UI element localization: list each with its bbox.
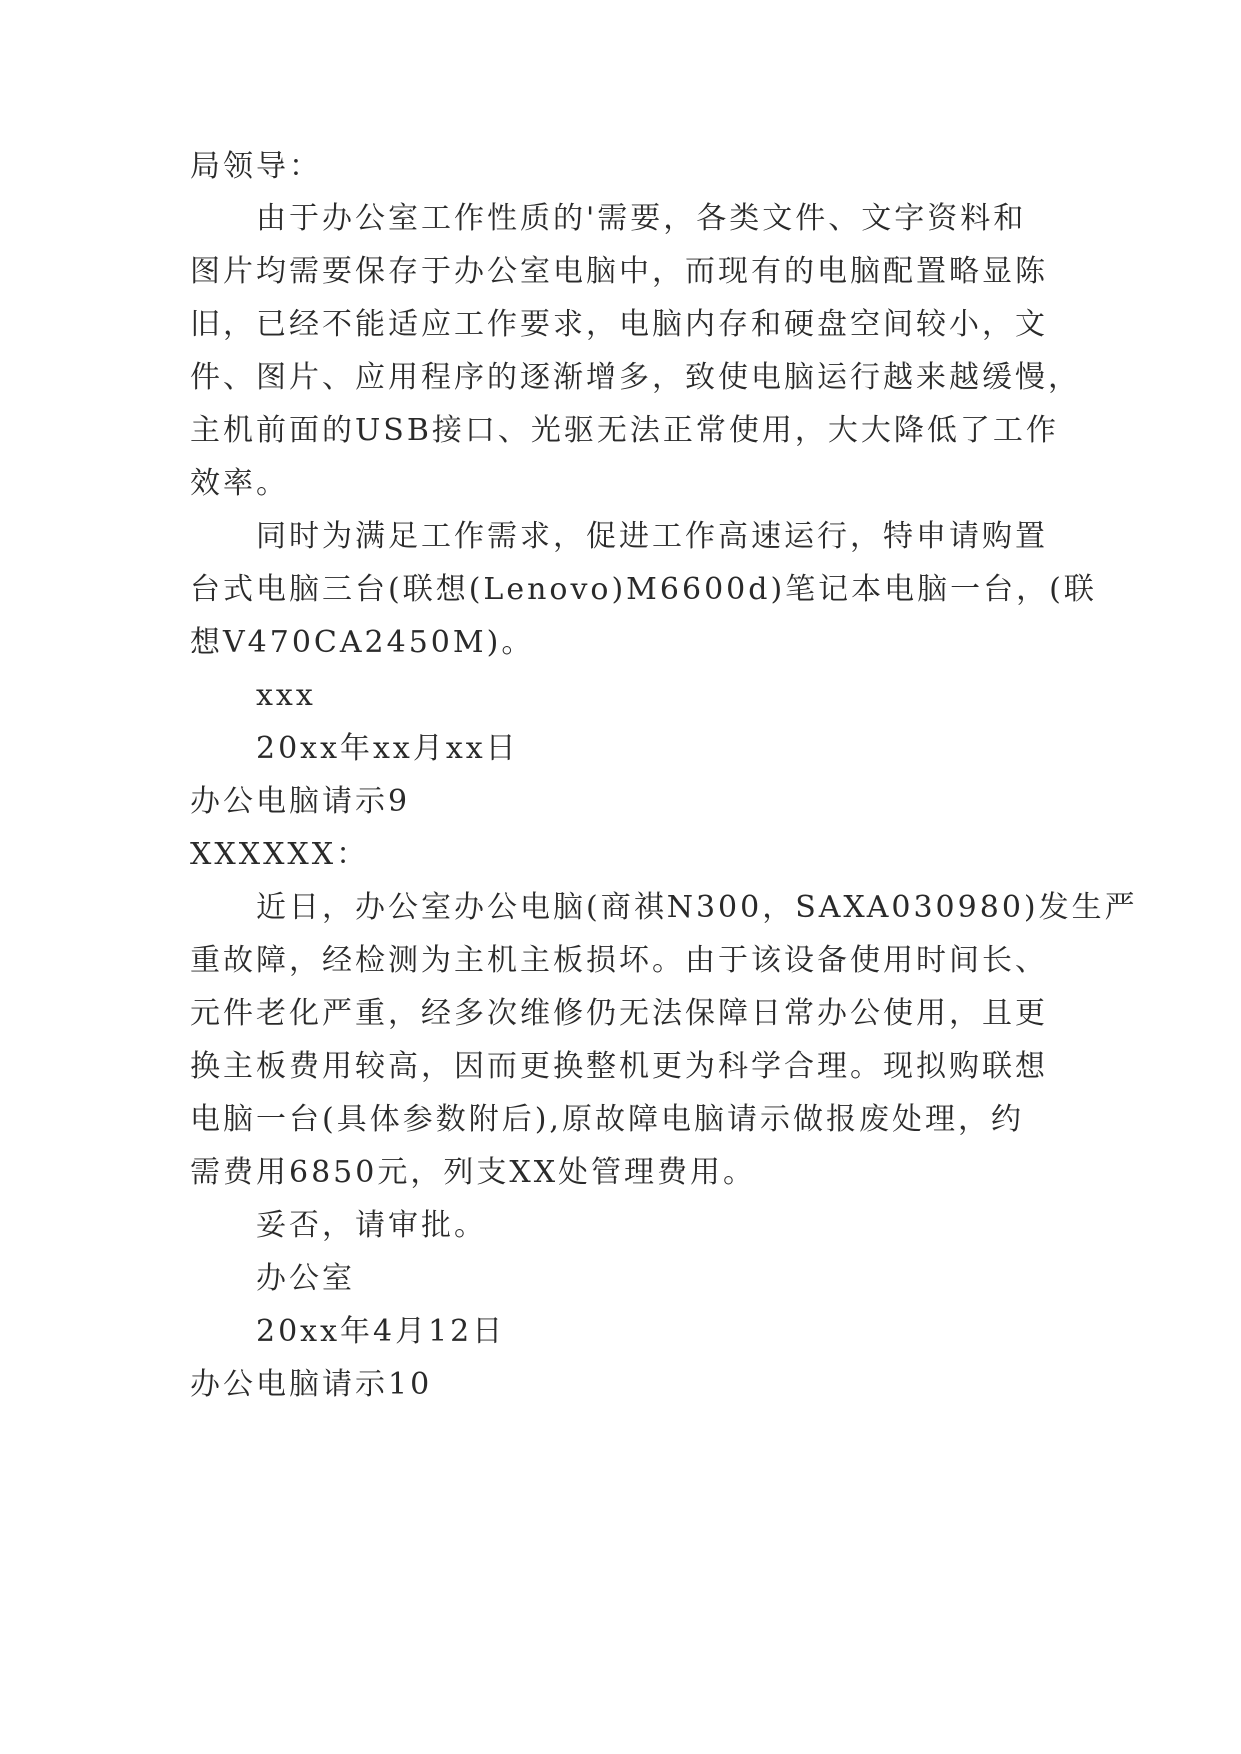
paragraph-1-line-3: 旧，已经不能适应工作要求，电脑内存和硬盘空间较小，文: [190, 307, 1048, 342]
signature-date-2: 20xx年4月12日: [256, 1314, 506, 1349]
paragraph-2-line-2: 台式电脑三台(联想(Lenovo)M6600d)笔记本电脑一台，(联: [190, 572, 1097, 607]
paragraph-3-line-5: 电脑一台(具体参数附后),原故障电脑请示做报废处理，约: [190, 1102, 1024, 1137]
paragraph-3-line-4: 换主板费用较高，因而更换整机更为科学合理。现拟购联想: [190, 1049, 1048, 1084]
paragraph-2-line-1: 同时为满足工作需求，促进工作高速运行，特申请购置: [256, 519, 1048, 554]
paragraph-1-line-2: 图片均需要保存于办公室电脑中，而现有的电脑配置略显陈: [190, 254, 1048, 289]
paragraph-1-line-6: 效率。: [190, 466, 289, 501]
paragraph-3-line-2: 重故障，经检测为主机主板损坏。由于该设备使用时间长、: [190, 943, 1048, 978]
paragraph-1-line-4: 件、图片、应用程序的逐渐增多，致使电脑运行越来越缓慢，: [190, 360, 1081, 395]
signature-office: 办公室: [256, 1261, 355, 1296]
approval-request: 妥否，请审批。: [256, 1208, 487, 1243]
paragraph-1-line-1: 由于办公室工作性质的'需要，各类文件、文字资料和: [256, 201, 1027, 236]
paragraph-3-line-3: 元件老化严重，经多次维修仍无法保障日常办公使用，且更: [190, 996, 1048, 1031]
paragraph-3-line-1: 近日，办公室办公电脑(商祺N300，SAXA030980)发生严: [256, 890, 1138, 925]
signature-name: xxx: [256, 678, 316, 713]
section-heading-10: 办公电脑请示10: [190, 1367, 433, 1402]
paragraph-1-line-5: 主机前面的USB接口、光驱无法正常使用，大大降低了工作: [190, 413, 1059, 448]
salutation: 局领导：: [190, 149, 322, 184]
paragraph-2-line-3: 想V470CA2450M)。: [190, 625, 535, 660]
salutation-2: XXXXXX：: [190, 837, 370, 872]
paragraph-3-line-6: 需费用6850元，列支XX处管理费用。: [190, 1155, 757, 1190]
signature-date: 20xx年xx月xx日: [256, 731, 519, 766]
section-heading-9: 办公电脑请示9: [190, 784, 411, 819]
